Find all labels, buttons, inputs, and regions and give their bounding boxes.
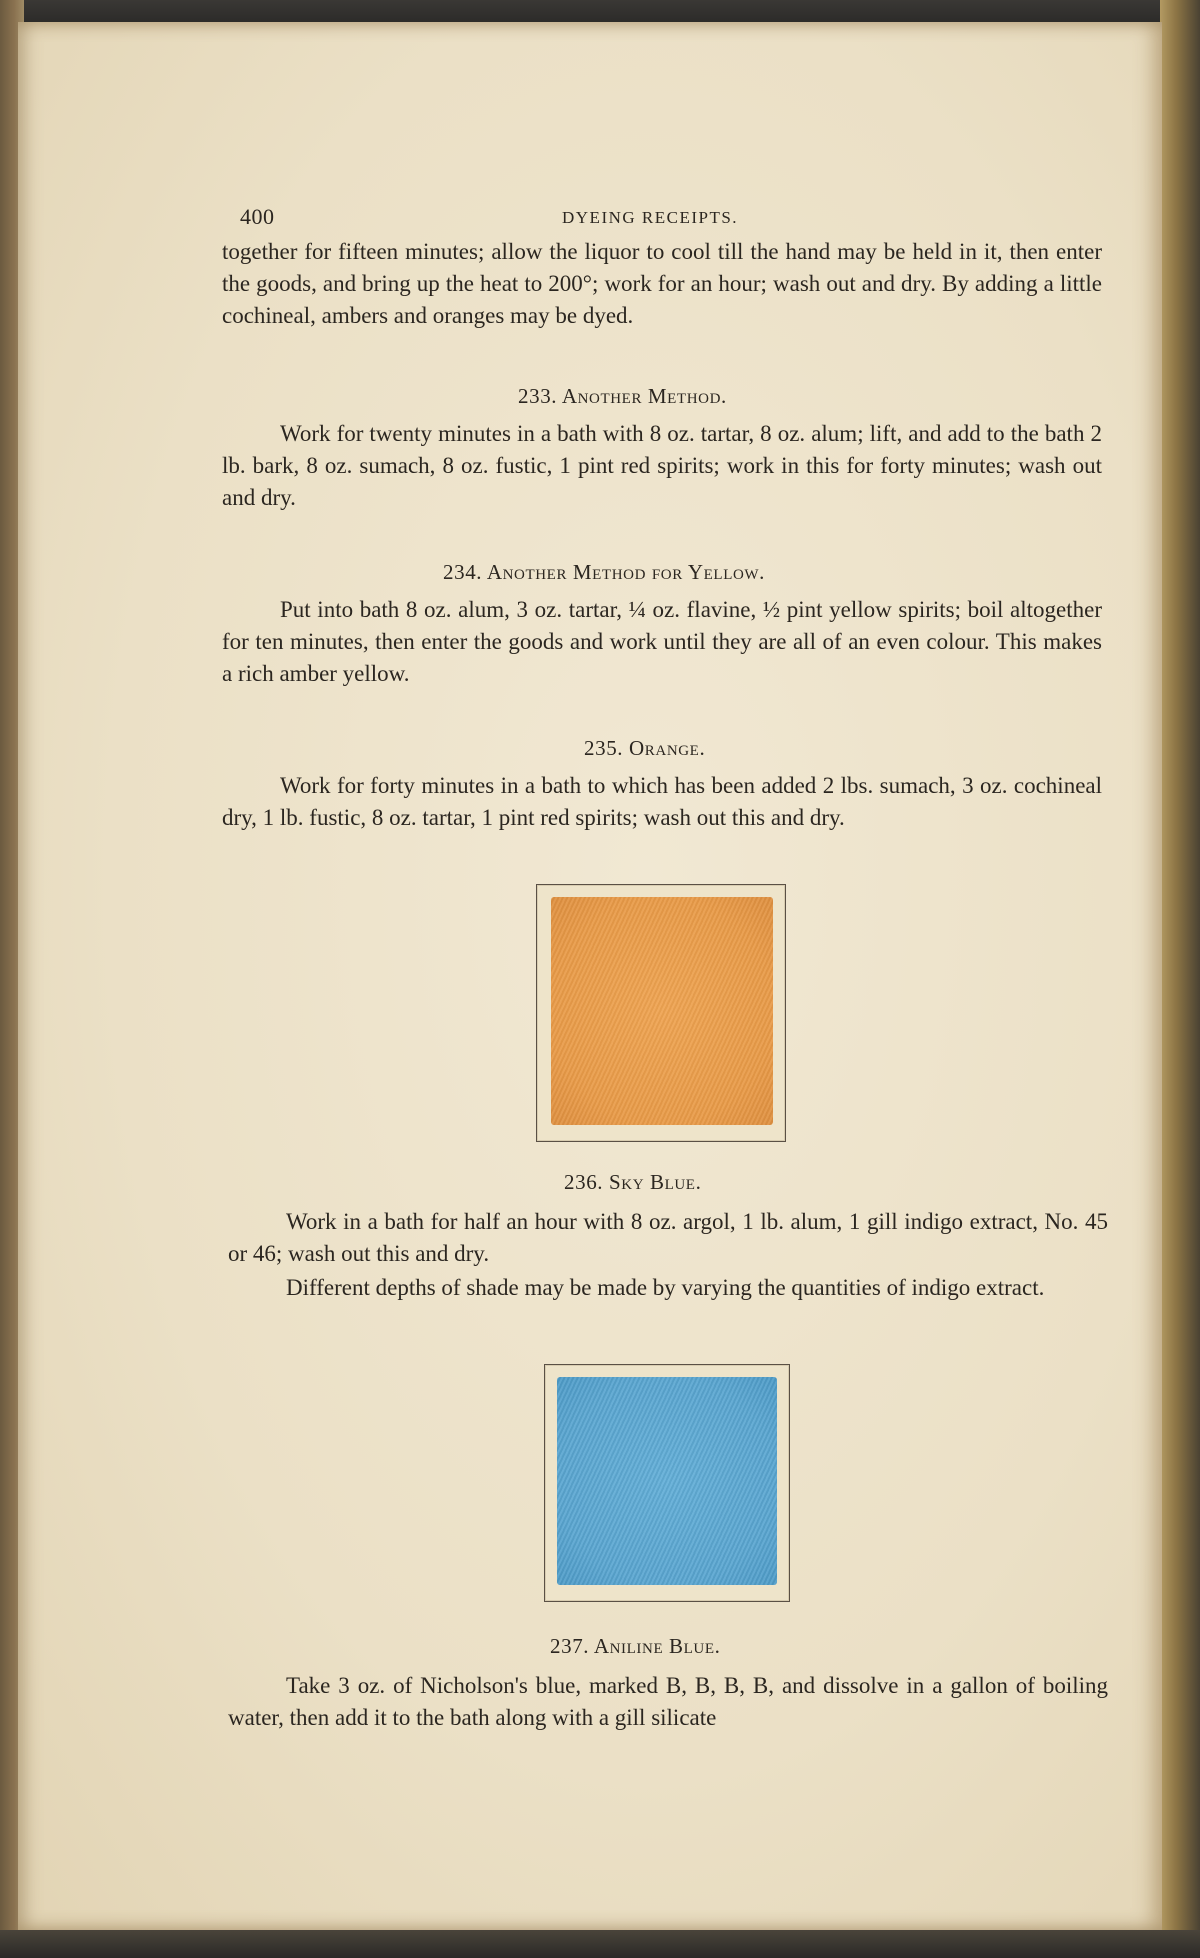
- book-page: [18, 22, 1162, 1930]
- recipe-number: 234.: [443, 560, 483, 584]
- recipe-233-text: Work for twenty minutes in a bath with 8 oz. tartar, 8 oz. alum; lift, and add to the bath 2 lb. bark, 8 oz. sumach, 8 oz. fustic, 1 pint red spirits; work in this for forty minutes; wash out and dry.: [222, 421, 1102, 510]
- running-head: DYEING RECEIPTS.: [562, 208, 739, 227]
- book-cover-bottom-edge: [0, 1930, 1200, 1958]
- recipe-236-text: Work in a bath for half an hour with 8 oz. argol, 1 lb. alum, 1 gill indigo extract, No. 45 or 46; wash out this and dry.: [228, 1209, 1108, 1266]
- recipe-title: Aniline Blue.: [593, 1634, 721, 1658]
- recipe-number: 235.: [584, 736, 624, 760]
- book-page-stack-right-edge: [1160, 0, 1200, 1958]
- recipe-236-note: Different depths of shade may be made by varying the quantities of indigo extract.: [286, 1275, 1045, 1300]
- recipe-number: 233.: [518, 384, 558, 408]
- recipe-233-heading: [518, 384, 727, 409]
- orange-fabric-swatch: [551, 897, 773, 1125]
- intro-paragraph: together for fifteen minutes; allow the liquor to cool till the hand may be held in it, then enter the goods, and bring up the heat to 200°; work for an hour; wash out and dry. By adding a little cochineal, ambers and oranges may be dyed.: [222, 239, 1102, 328]
- sky-blue-swatch-frame: [544, 1364, 790, 1602]
- recipe-number: 237.: [550, 1634, 590, 1658]
- recipe-title: Another Method for Yellow.: [486, 560, 765, 584]
- recipe-235-text: Work for forty minutes in a bath to which has been added 2 lbs. sumach, 3 oz. cochineal dry, 1 lb. fustic, 8 oz. tartar, 1 pint red spirits; wash out this and dry.: [222, 773, 1102, 830]
- page-header: [240, 204, 1110, 234]
- recipe-237-text: Take 3 oz. of Nicholson's blue, marked B, B, B, B, and dissolve in a gallon of boiling water, then add it to the bath along with a gill silicate: [228, 1673, 1108, 1730]
- recipe-234-text: Put into bath 8 oz. alum, 3 oz. tartar, ¼ oz. flavine, ½ pint yellow spirits; boil altogether for ten minutes, then enter the goods and work until they are all of an even colour. This makes a rich amber yellow.: [222, 597, 1102, 686]
- page-number: 400: [240, 204, 275, 229]
- recipe-title: Another Method.: [561, 384, 727, 408]
- recipe-237-heading: [550, 1634, 720, 1659]
- recipe-235-heading: [584, 736, 705, 761]
- orange-swatch-frame: [536, 884, 786, 1142]
- recipe-234-heading: [443, 560, 765, 585]
- recipe-236-heading: [564, 1170, 701, 1195]
- sky-blue-fabric-swatch: [557, 1377, 777, 1585]
- recipe-title: Orange.: [629, 736, 706, 760]
- recipe-title: Sky Blue.: [609, 1170, 702, 1194]
- recipe-number: 236.: [564, 1170, 604, 1194]
